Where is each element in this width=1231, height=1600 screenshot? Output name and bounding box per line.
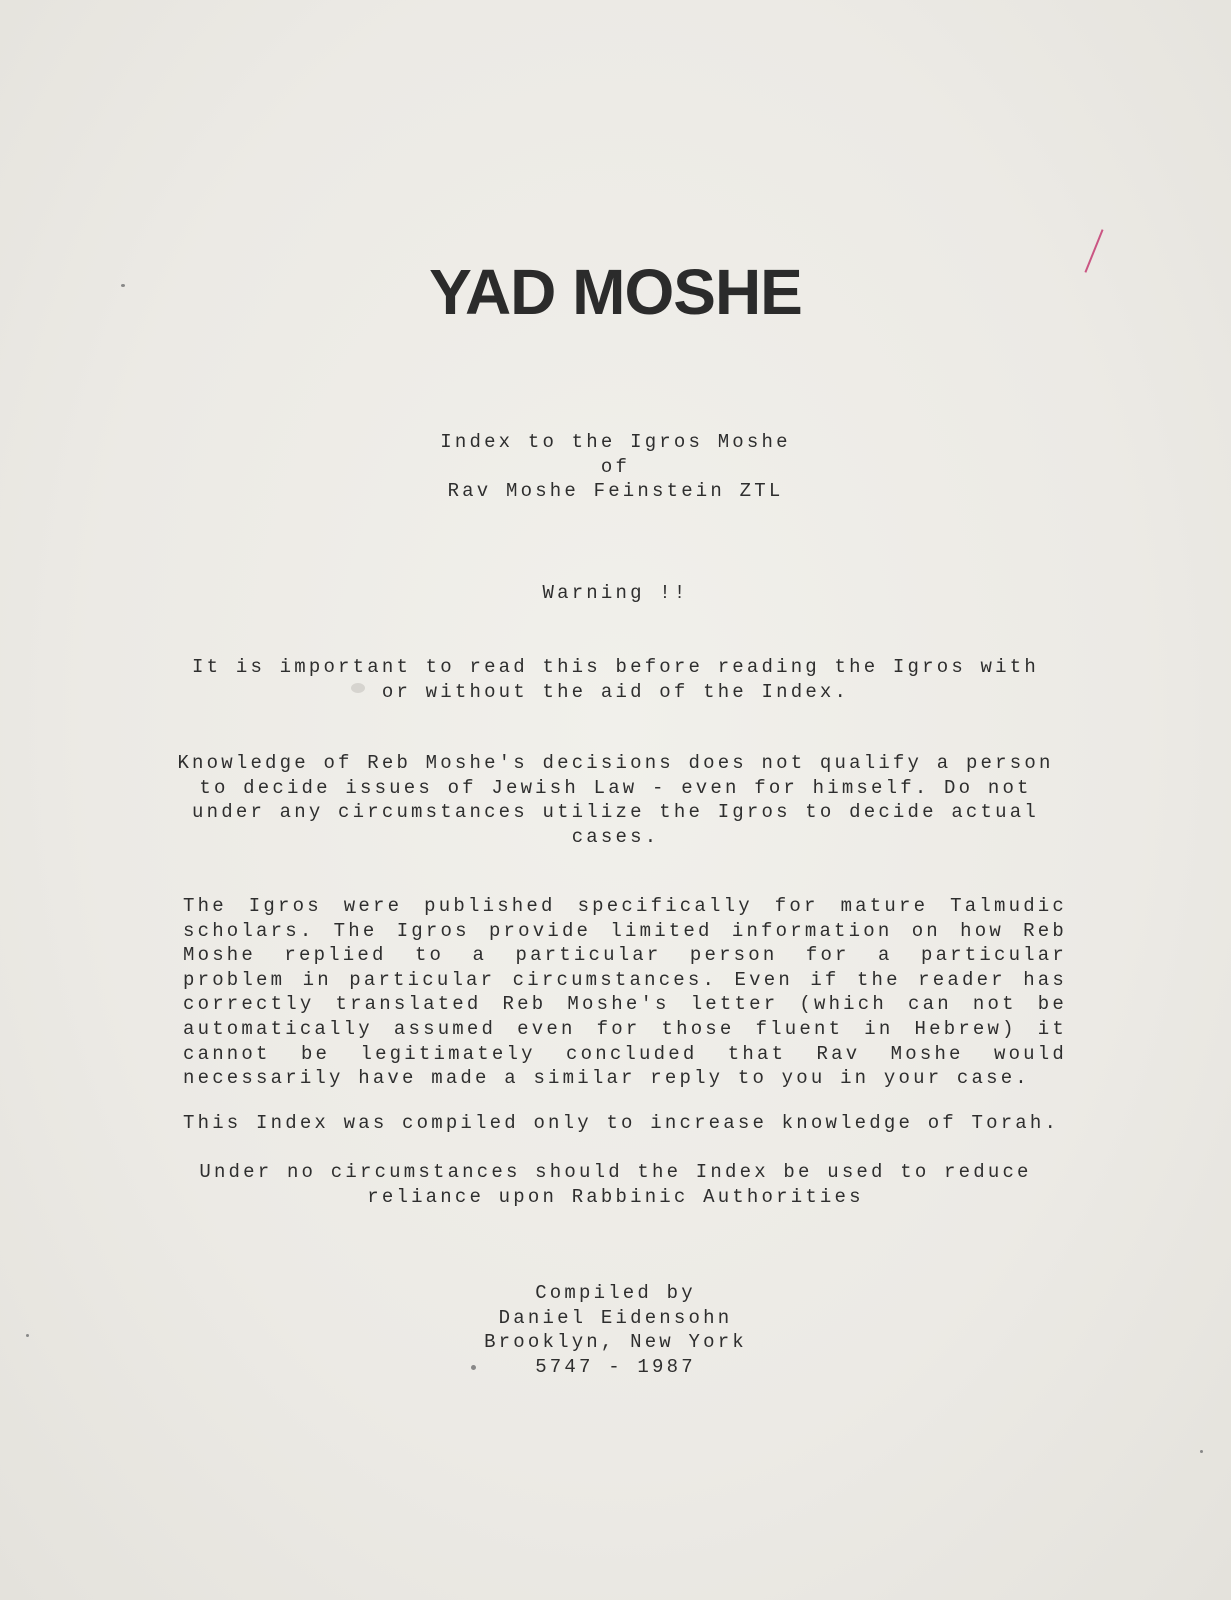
- notice-line: or without the aid of the Index.: [381, 680, 850, 703]
- warning-heading: Warning !!: [542, 582, 689, 604]
- paragraph-line: necessarily have made a similar reply to you in your case.: [183, 1067, 1030, 1090]
- subtitle-line: Index to the Igros Moshe: [440, 431, 791, 453]
- paragraph-line: under any circumstances utilize the Igros to decide actual: [192, 801, 1039, 824]
- igros-paragraph: [183, 894, 1067, 1091]
- paragraph-line: Under no circumstances should the Index be used to reduce: [199, 1161, 1032, 1183]
- subtitle-line: of: [600, 455, 631, 478]
- important-notice: [0, 655, 1231, 704]
- paragraph-line: problem in particular circumstances. Even if the reader has: [183, 968, 1067, 991]
- paragraph-line: automatically assumed even for those fluent in Hebrew) it: [183, 1017, 1067, 1040]
- paragraph-line: cannot be legitimately concluded that Rav Moshe would: [183, 1042, 1067, 1065]
- compiled-location: Brooklyn, New York: [484, 1331, 747, 1354]
- compiled-line: Compiled by: [535, 1282, 696, 1304]
- paragraph-line: The Igros were published specifically for mature Talmudic: [183, 895, 1067, 917]
- index-purpose: This Index was compiled only to increase knowledge of Torah.: [183, 1112, 1060, 1134]
- paragraph-line: scholars. The Igros provide limited information on how Reb: [183, 919, 1067, 942]
- paragraph-line: Knowledge of Reb Moshe's decisions does not qualify a person: [177, 752, 1054, 774]
- subtitle-line: Rav Moshe Feinstein ZTL: [447, 480, 784, 503]
- paper-speck: [1200, 1450, 1203, 1453]
- compiled-by-block: [0, 1281, 1231, 1379]
- compiled-date: 5747 - 1987: [535, 1355, 696, 1378]
- under-no-circumstances: [0, 1160, 1231, 1209]
- paragraph-line: Moshe replied to a particular person for a particular: [183, 944, 1067, 967]
- subtitle-block: [0, 430, 1231, 504]
- paragraph-line: cases.: [571, 825, 660, 848]
- knowledge-paragraph: [0, 751, 1231, 849]
- paragraph-line: correctly translated Reb Moshe's letter (which can not be: [183, 993, 1067, 1016]
- compiler-name: Daniel Eidensohn: [498, 1306, 733, 1329]
- paragraph-line: to decide issues of Jewish Law - even for himself. Do not: [199, 776, 1032, 799]
- notice-line: It is important to read this before reading the Igros with: [192, 656, 1039, 678]
- page-title: YAD MOSHE: [429, 256, 802, 328]
- paragraph-line: reliance upon Rabbinic Authorities: [367, 1185, 864, 1208]
